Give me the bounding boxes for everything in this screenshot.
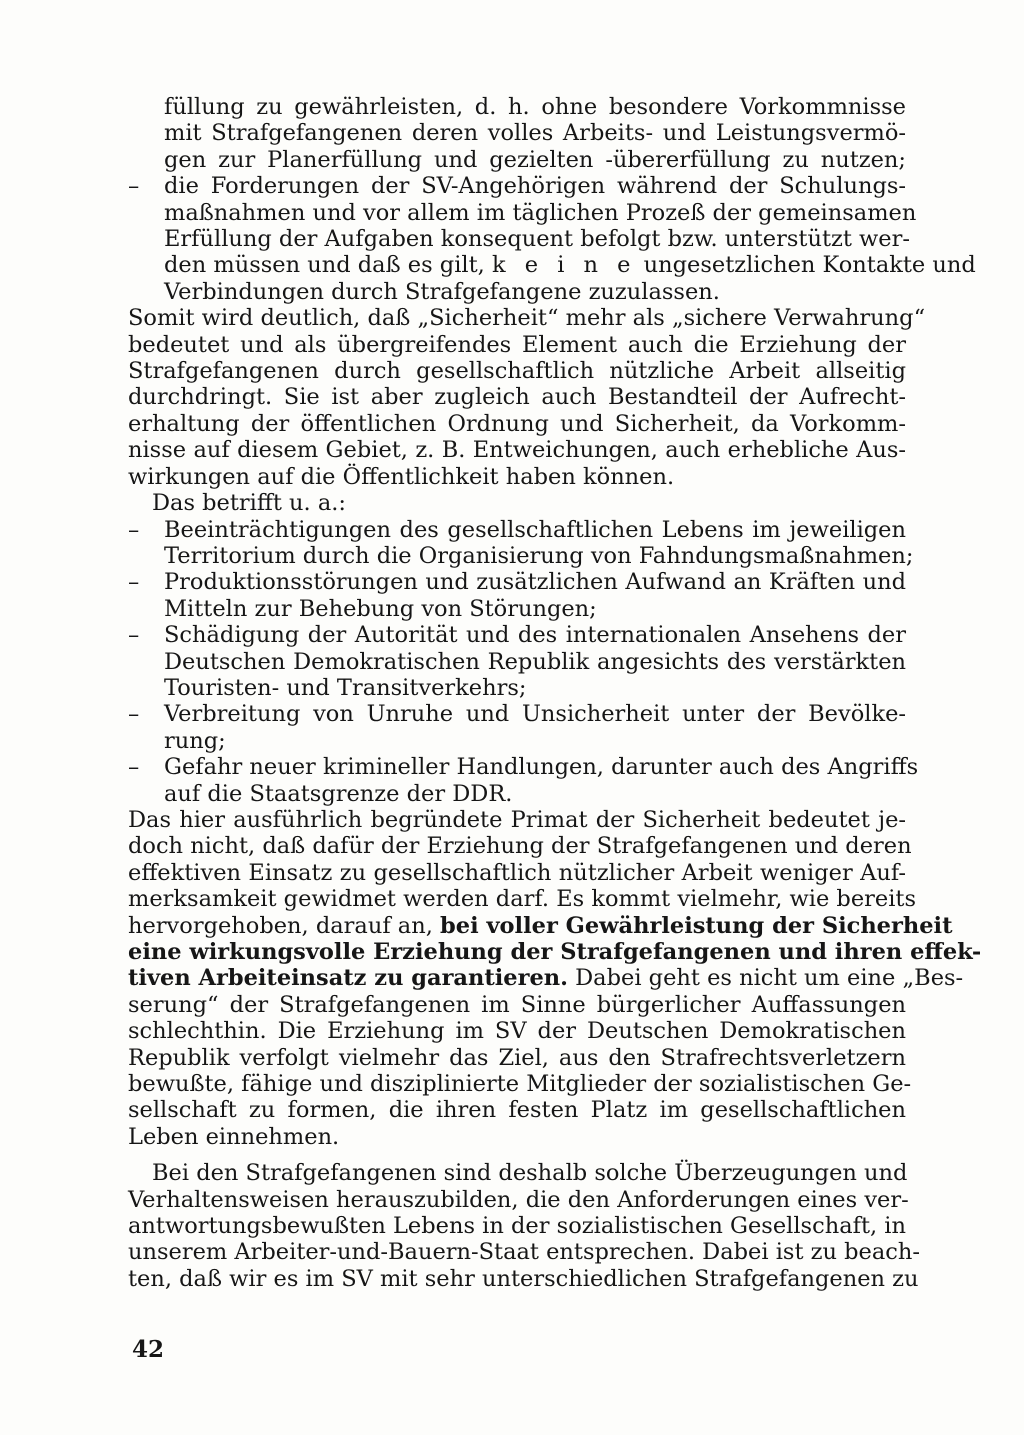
text-line-mixed (128, 252, 976, 279)
bold-emphasis: tiven Arbeiteinsatz zu garantieren. (128, 965, 568, 992)
text-line: durchdringt. Sie ist aber zugleich auch Bestandteil der Aufrecht- (128, 384, 906, 411)
text-line: nisse auf diesem Gebiet, z. B. Entweichungen, auch erhebliche Aus- (128, 437, 906, 464)
text-line: rung; (164, 727, 226, 754)
text-line: Territorium durch die Organisierung von Fahndungsmaßnahmen; (164, 542, 914, 569)
text-line: Republik verfolgt vielmehr das Ziel, aus den Strafrechtsverletzern (128, 1044, 906, 1071)
text-line: Verbindungen durch Strafgefangene zuzulassen. (164, 278, 720, 305)
text-line: füllung zu gewährleisten, d. h. ohne besondere Vorkommnisse (164, 94, 906, 120)
bold-emphasis: bei voller Gewährleistung der Sicherheit (440, 912, 953, 939)
text-line: Verhaltensweisen herauszubilden, die den Anforderungen eines ver- (128, 1186, 909, 1213)
text-line: Erfüllung der Aufgaben konsequent befolgt bzw. unterstützt wer- (164, 226, 910, 253)
list-item-line: – Schädigung der Autorität und des internationalen Ansehens der (128, 622, 906, 648)
text-line: antwortungsbewußten Lebens in der sozialistischen Gesellschaft, in (128, 1213, 906, 1240)
text-line: effektiven Einsatz zu gesellschaftlich nützlicher Arbeit weniger Auf- (128, 859, 906, 886)
list-item-line: – die Forderungen der SV-Angehörigen während der Schulungs- (128, 173, 906, 199)
text-line: Somit wird deutlich, daß „Sicherheit“ mehr als „sichere Verwahrung“ (128, 305, 926, 332)
text-line: Strafgefangenen durch gesellschaftlich nützliche Arbeit allseitig (128, 358, 906, 385)
text-line: schlechthin. Die Erziehung im SV der Deutschen Demokratischen (128, 1018, 906, 1045)
text-line: gen zur Planerfüllung und gezielten -übererfüllung zu nutzen; (164, 146, 906, 173)
text-line: erhaltung der öffentlichen Ordnung und Sicherheit, da Vorkomm- (128, 410, 906, 437)
text-fragment: hervorgehoben, darauf an, (128, 912, 433, 939)
text-line: Das hier ausführlich begründete Primat der Sicherheit bedeutet je- (128, 806, 906, 833)
text-line: serung“ der Strafgefangenen im Sinne bürgerlicher Auffassungen (128, 991, 906, 1018)
spaced-emphasis: k e i n e (491, 252, 637, 279)
text-line: maßnahmen und vor allem im täglichen Prozeß der gemeinsamen (164, 199, 917, 226)
text-line: Leben einnehmen. (128, 1123, 340, 1150)
text-line: merksamkeit gewidmet werden darf. Es kommt vielmehr, wie bereits (128, 886, 917, 913)
text-line: Touristen- und Transitverkehrs; (164, 674, 527, 701)
text-line: doch nicht, daß dafür der Erziehung der Strafgefangenen und deren (128, 833, 912, 860)
text-line: bedeutet und als übergreifendes Element auch die Erziehung der (128, 331, 906, 358)
text-line: sellschaft zu formen, die ihren festen Platz im gesellschaftlichen (128, 1097, 906, 1124)
text-fragment: ungesetzlichen Kontakte und (643, 252, 976, 279)
text-line: wirkungen auf die Öffentlichkeit haben können. (128, 463, 675, 490)
text-line: mit Strafgefangenen deren volles Arbeits- und Leistungsvermö- (164, 120, 906, 147)
text-fragment: den müssen und daß es gilt, (164, 252, 485, 279)
text-line: Deutschen Demokratischen Republik angesichts des verstärkten (164, 648, 906, 675)
bold-emphasis-line: eine wirkungsvolle Erziehung der Strafgefangenen und ihren effek- (128, 939, 982, 965)
text-line: bewußte, fähige und disziplinierte Mitglieder der sozialistischen Ge- (128, 1071, 912, 1098)
text-line: unserem Arbeiter-und-Bauern-Staat entsprechen. Dabei ist zu beach- (128, 1239, 920, 1266)
text-fragment: Dabei geht es nicht um eine „Bes- (575, 965, 964, 992)
list-item-line: – Gefahr neuer krimineller Handlungen, darunter auch des Angriffs (128, 754, 906, 780)
body-text (128, 94, 982, 1292)
text-line-mixed (128, 965, 964, 992)
text-line: auf die Staatsgrenze der DDR. (164, 780, 513, 807)
page-number: 42 (132, 1336, 165, 1363)
text-line: Mitteln zur Behebung von Störungen; (164, 595, 597, 622)
text-line: Das betrifft u. a.: (152, 490, 346, 517)
text-line: ten, daß wir es im SV mit sehr unterschiedlichen Strafgefangenen zu (128, 1265, 919, 1292)
list-item-line: – Beeinträchtigungen des gesellschaftlichen Lebens im jeweiligen (128, 517, 906, 543)
text-line-mixed (128, 912, 953, 939)
text-line: Bei den Strafgefangenen sind deshalb solche Überzeugungen und (152, 1160, 908, 1187)
list-item-line: – Verbreitung von Unruhe und Unsicherheit unter der Bevölke- (128, 701, 906, 727)
list-item-line: – Produktionsstörungen und zusätzlichen Aufwand an Kräften und (128, 569, 906, 595)
